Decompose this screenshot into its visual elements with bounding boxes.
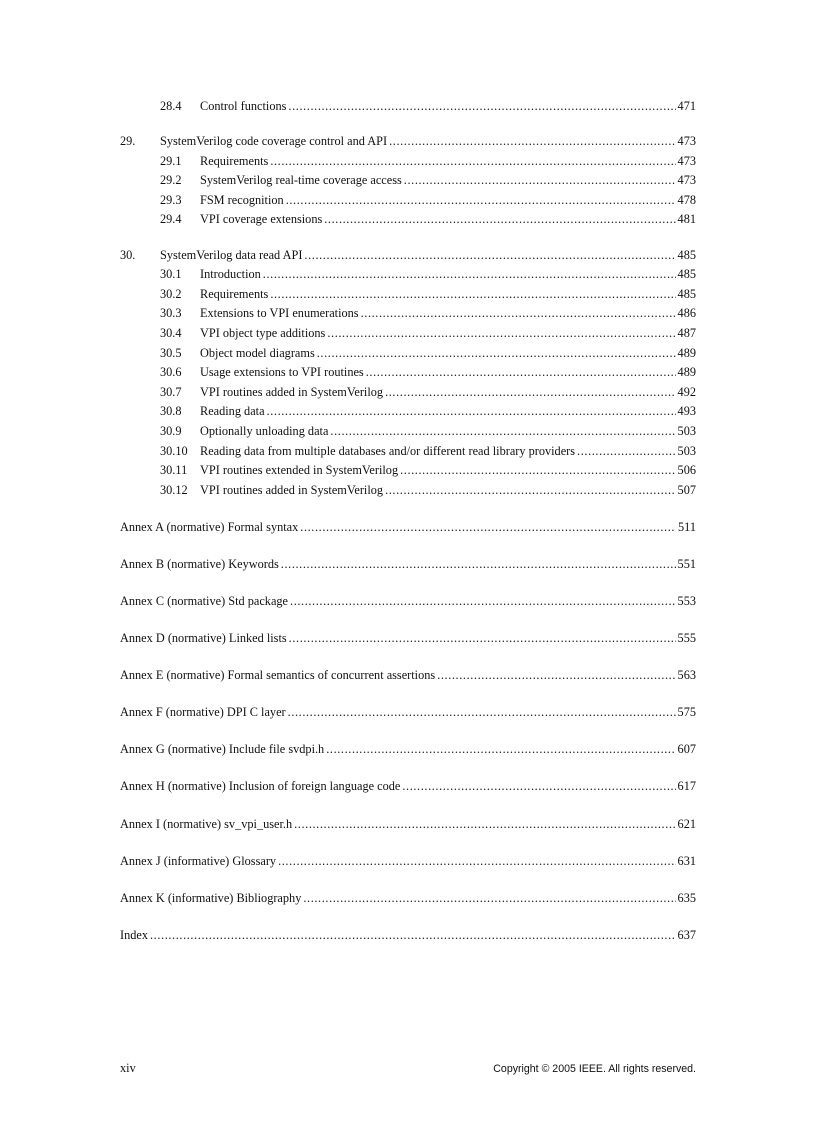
dot-leader xyxy=(288,97,675,117)
annex-title: Annex D (normative) Linked lists xyxy=(120,631,287,646)
annex-title: Annex K (informative) Bibliography xyxy=(120,890,302,905)
section-number: 30.8 xyxy=(160,404,182,419)
section-title: VPI routines extended in SystemVerilog xyxy=(200,463,399,478)
chapter-number: 29. xyxy=(120,134,136,149)
footer-copyright: Copyright © 2005 IEEE. All rights reserved. xyxy=(493,1063,696,1075)
dot-leader xyxy=(286,191,676,211)
dot-leader xyxy=(437,666,675,686)
toc-entry-30-2[interactable] xyxy=(120,285,696,305)
section-title: Control functions xyxy=(200,99,287,113)
page-number: 481 xyxy=(677,212,696,227)
dot-leader xyxy=(267,402,676,422)
toc-entry-30-4[interactable] xyxy=(120,324,696,344)
toc-entry-annex-h[interactable] xyxy=(120,777,696,797)
section-title: Usage extensions to VPI routines xyxy=(200,365,364,380)
page-number: 473 xyxy=(677,153,696,168)
toc-entry-30-12[interactable] xyxy=(120,481,696,501)
section-number: 30.10 xyxy=(160,443,188,458)
section-title: Requirements xyxy=(200,286,269,301)
toc-entry-annex-d[interactable] xyxy=(120,629,696,649)
section-number: 30.6 xyxy=(160,365,182,380)
page-number: 473 xyxy=(677,134,696,149)
annex-title: Annex I (normative) sv_vpi_user.h xyxy=(120,816,293,831)
page-number: 607 xyxy=(677,742,696,757)
section-number: 30.3 xyxy=(160,306,182,321)
dot-leader xyxy=(281,555,676,575)
chapter-title: SystemVerilog data read API xyxy=(160,247,303,262)
footer-page-label: xiv xyxy=(120,1061,136,1075)
dot-leader xyxy=(361,304,676,324)
section-number: 30.11 xyxy=(160,463,188,478)
section-number: 30.4 xyxy=(160,325,182,340)
dot-leader xyxy=(263,265,676,285)
section-title: Reading data xyxy=(200,404,265,419)
page-number: 506 xyxy=(677,463,696,478)
page-number: 617 xyxy=(677,779,696,794)
section-number: 30.9 xyxy=(160,423,182,438)
page-number: 471 xyxy=(677,99,696,113)
toc-entry-30-3[interactable] xyxy=(120,304,696,324)
toc-entry-annex-j[interactable] xyxy=(120,852,696,872)
annex-title: Annex G (normative) Include file svdpi.h xyxy=(120,742,325,757)
page-number: 478 xyxy=(677,192,696,207)
section-title: SystemVerilog real-time coverage access xyxy=(200,173,402,188)
toc-entry-29-2[interactable] xyxy=(120,171,696,191)
section-title: Extensions to VPI enumerations xyxy=(200,306,359,321)
dot-leader xyxy=(270,285,675,305)
toc-entry-30-11[interactable] xyxy=(120,461,696,481)
toc-entry-30-7[interactable] xyxy=(120,383,696,403)
dot-leader xyxy=(300,518,676,538)
section-title: Reading data from multiple databases and/or different read library providers xyxy=(200,443,576,458)
section-title: VPI object type additions xyxy=(200,325,326,340)
page-number: 503 xyxy=(677,443,696,458)
toc-entry-annex-c[interactable] xyxy=(120,592,696,612)
page-number: 485 xyxy=(677,247,696,262)
section-title: VPI routines added in SystemVerilog xyxy=(200,384,384,399)
dot-leader xyxy=(294,815,675,835)
section-number: 28.4 xyxy=(160,99,182,113)
dot-leader xyxy=(400,461,675,481)
page-number: 631 xyxy=(677,853,696,868)
toc-entry-annex-g[interactable] xyxy=(120,740,696,760)
dot-leader xyxy=(278,852,675,872)
toc-entry-annex-e[interactable] xyxy=(120,666,696,686)
page-number: 575 xyxy=(677,705,696,720)
dot-leader xyxy=(326,740,675,760)
dot-leader xyxy=(270,152,675,172)
toc-entry-30-9[interactable] xyxy=(120,422,696,442)
toc-entry-annex-f[interactable] xyxy=(120,703,696,723)
index-title: Index xyxy=(120,927,148,942)
page-number: 637 xyxy=(677,927,696,942)
toc-entry-30-8[interactable] xyxy=(120,402,696,422)
section-number: 30.1 xyxy=(160,267,182,282)
chapter-number: 30. xyxy=(120,247,136,262)
annex-title: Annex J (informative) Glossary xyxy=(120,853,277,868)
section-title: VPI coverage extensions xyxy=(200,212,323,227)
page-footer xyxy=(120,1061,696,1076)
toc-entry-28-4[interactable] xyxy=(120,97,696,117)
page-number: 493 xyxy=(677,404,696,419)
dot-leader xyxy=(317,344,676,364)
page-number: 553 xyxy=(677,593,696,608)
toc-entry-index[interactable] xyxy=(120,926,696,946)
page-number: 635 xyxy=(677,890,696,905)
dot-leader xyxy=(290,592,676,612)
toc-entry-annex-a[interactable] xyxy=(120,518,696,538)
section-title: FSM recognition xyxy=(200,192,284,207)
table-of-contents xyxy=(120,97,696,945)
page-number: 551 xyxy=(677,556,696,571)
toc-entry-30-10[interactable] xyxy=(120,442,696,462)
section-number: 29.1 xyxy=(160,153,182,168)
toc-entry-30-5[interactable] xyxy=(120,344,696,364)
dot-leader xyxy=(389,132,675,152)
page-number: 487 xyxy=(677,325,696,340)
dot-leader xyxy=(404,171,676,191)
dot-leader xyxy=(304,246,675,266)
annex-title: Annex F (normative) DPI C layer xyxy=(120,705,286,720)
toc-entry-annex-k[interactable] xyxy=(120,889,696,909)
dot-leader xyxy=(289,629,676,649)
page-number: 511 xyxy=(678,519,696,534)
toc-entry-annex-i[interactable] xyxy=(120,815,696,835)
dot-leader xyxy=(303,889,675,909)
toc-entry-30[interactable] xyxy=(120,246,696,266)
section-number: 29.2 xyxy=(160,173,182,188)
annex-title: Annex C (normative) Std package xyxy=(120,593,289,608)
section-title: Object model diagrams xyxy=(200,345,315,360)
section-number: 30.5 xyxy=(160,345,182,360)
page-number: 473 xyxy=(677,173,696,188)
page-number: 489 xyxy=(677,345,696,360)
toc-entry-30-1[interactable] xyxy=(120,265,696,285)
dot-leader xyxy=(324,210,675,230)
section-number: 30.2 xyxy=(160,286,182,301)
toc-entry-29-3[interactable] xyxy=(120,191,696,211)
dot-leader xyxy=(150,926,676,946)
section-number: 30.12 xyxy=(160,482,188,497)
page-number: 563 xyxy=(677,668,696,683)
page-number: 621 xyxy=(677,816,696,831)
dot-leader xyxy=(402,777,675,797)
page-number: 555 xyxy=(677,631,696,646)
toc-entry-30-6[interactable] xyxy=(120,363,696,383)
dot-leader xyxy=(385,481,675,501)
section-number: 29.3 xyxy=(160,192,182,207)
section-title: Optionally unloading data xyxy=(200,423,329,438)
page-number: 492 xyxy=(677,384,696,399)
page-number: 485 xyxy=(677,267,696,282)
toc-entry-29-1[interactable] xyxy=(120,152,696,172)
section-number: 30.7 xyxy=(160,384,182,399)
toc-entry-29[interactable] xyxy=(120,132,696,152)
page-number: 489 xyxy=(677,365,696,380)
page-number: 503 xyxy=(677,423,696,438)
page-number: 507 xyxy=(677,482,696,497)
dot-leader xyxy=(366,363,676,383)
dot-leader xyxy=(385,383,675,403)
annex-title: Annex H (normative) Inclusion of foreign language code xyxy=(120,779,401,794)
dot-leader xyxy=(327,324,675,344)
dot-leader xyxy=(288,703,676,723)
section-title: VPI routines added in SystemVerilog xyxy=(200,482,384,497)
page-number: 485 xyxy=(677,286,696,301)
section-number: 29.4 xyxy=(160,212,182,227)
annex-title: Annex E (normative) Formal semantics of concurrent assertions xyxy=(120,668,436,683)
dot-leader xyxy=(330,422,675,442)
annex-title: Annex A (normative) Formal syntax xyxy=(120,519,299,534)
toc-entry-29-4[interactable] xyxy=(120,210,696,230)
toc-entry-annex-b[interactable] xyxy=(120,555,696,575)
chapter-title: SystemVerilog code coverage control and API xyxy=(160,134,388,149)
page-number: 486 xyxy=(677,306,696,321)
dot-leader xyxy=(577,442,676,462)
section-title: Introduction xyxy=(200,267,261,282)
annex-title: Annex B (normative) Keywords xyxy=(120,556,279,571)
section-title: Requirements xyxy=(200,153,269,168)
